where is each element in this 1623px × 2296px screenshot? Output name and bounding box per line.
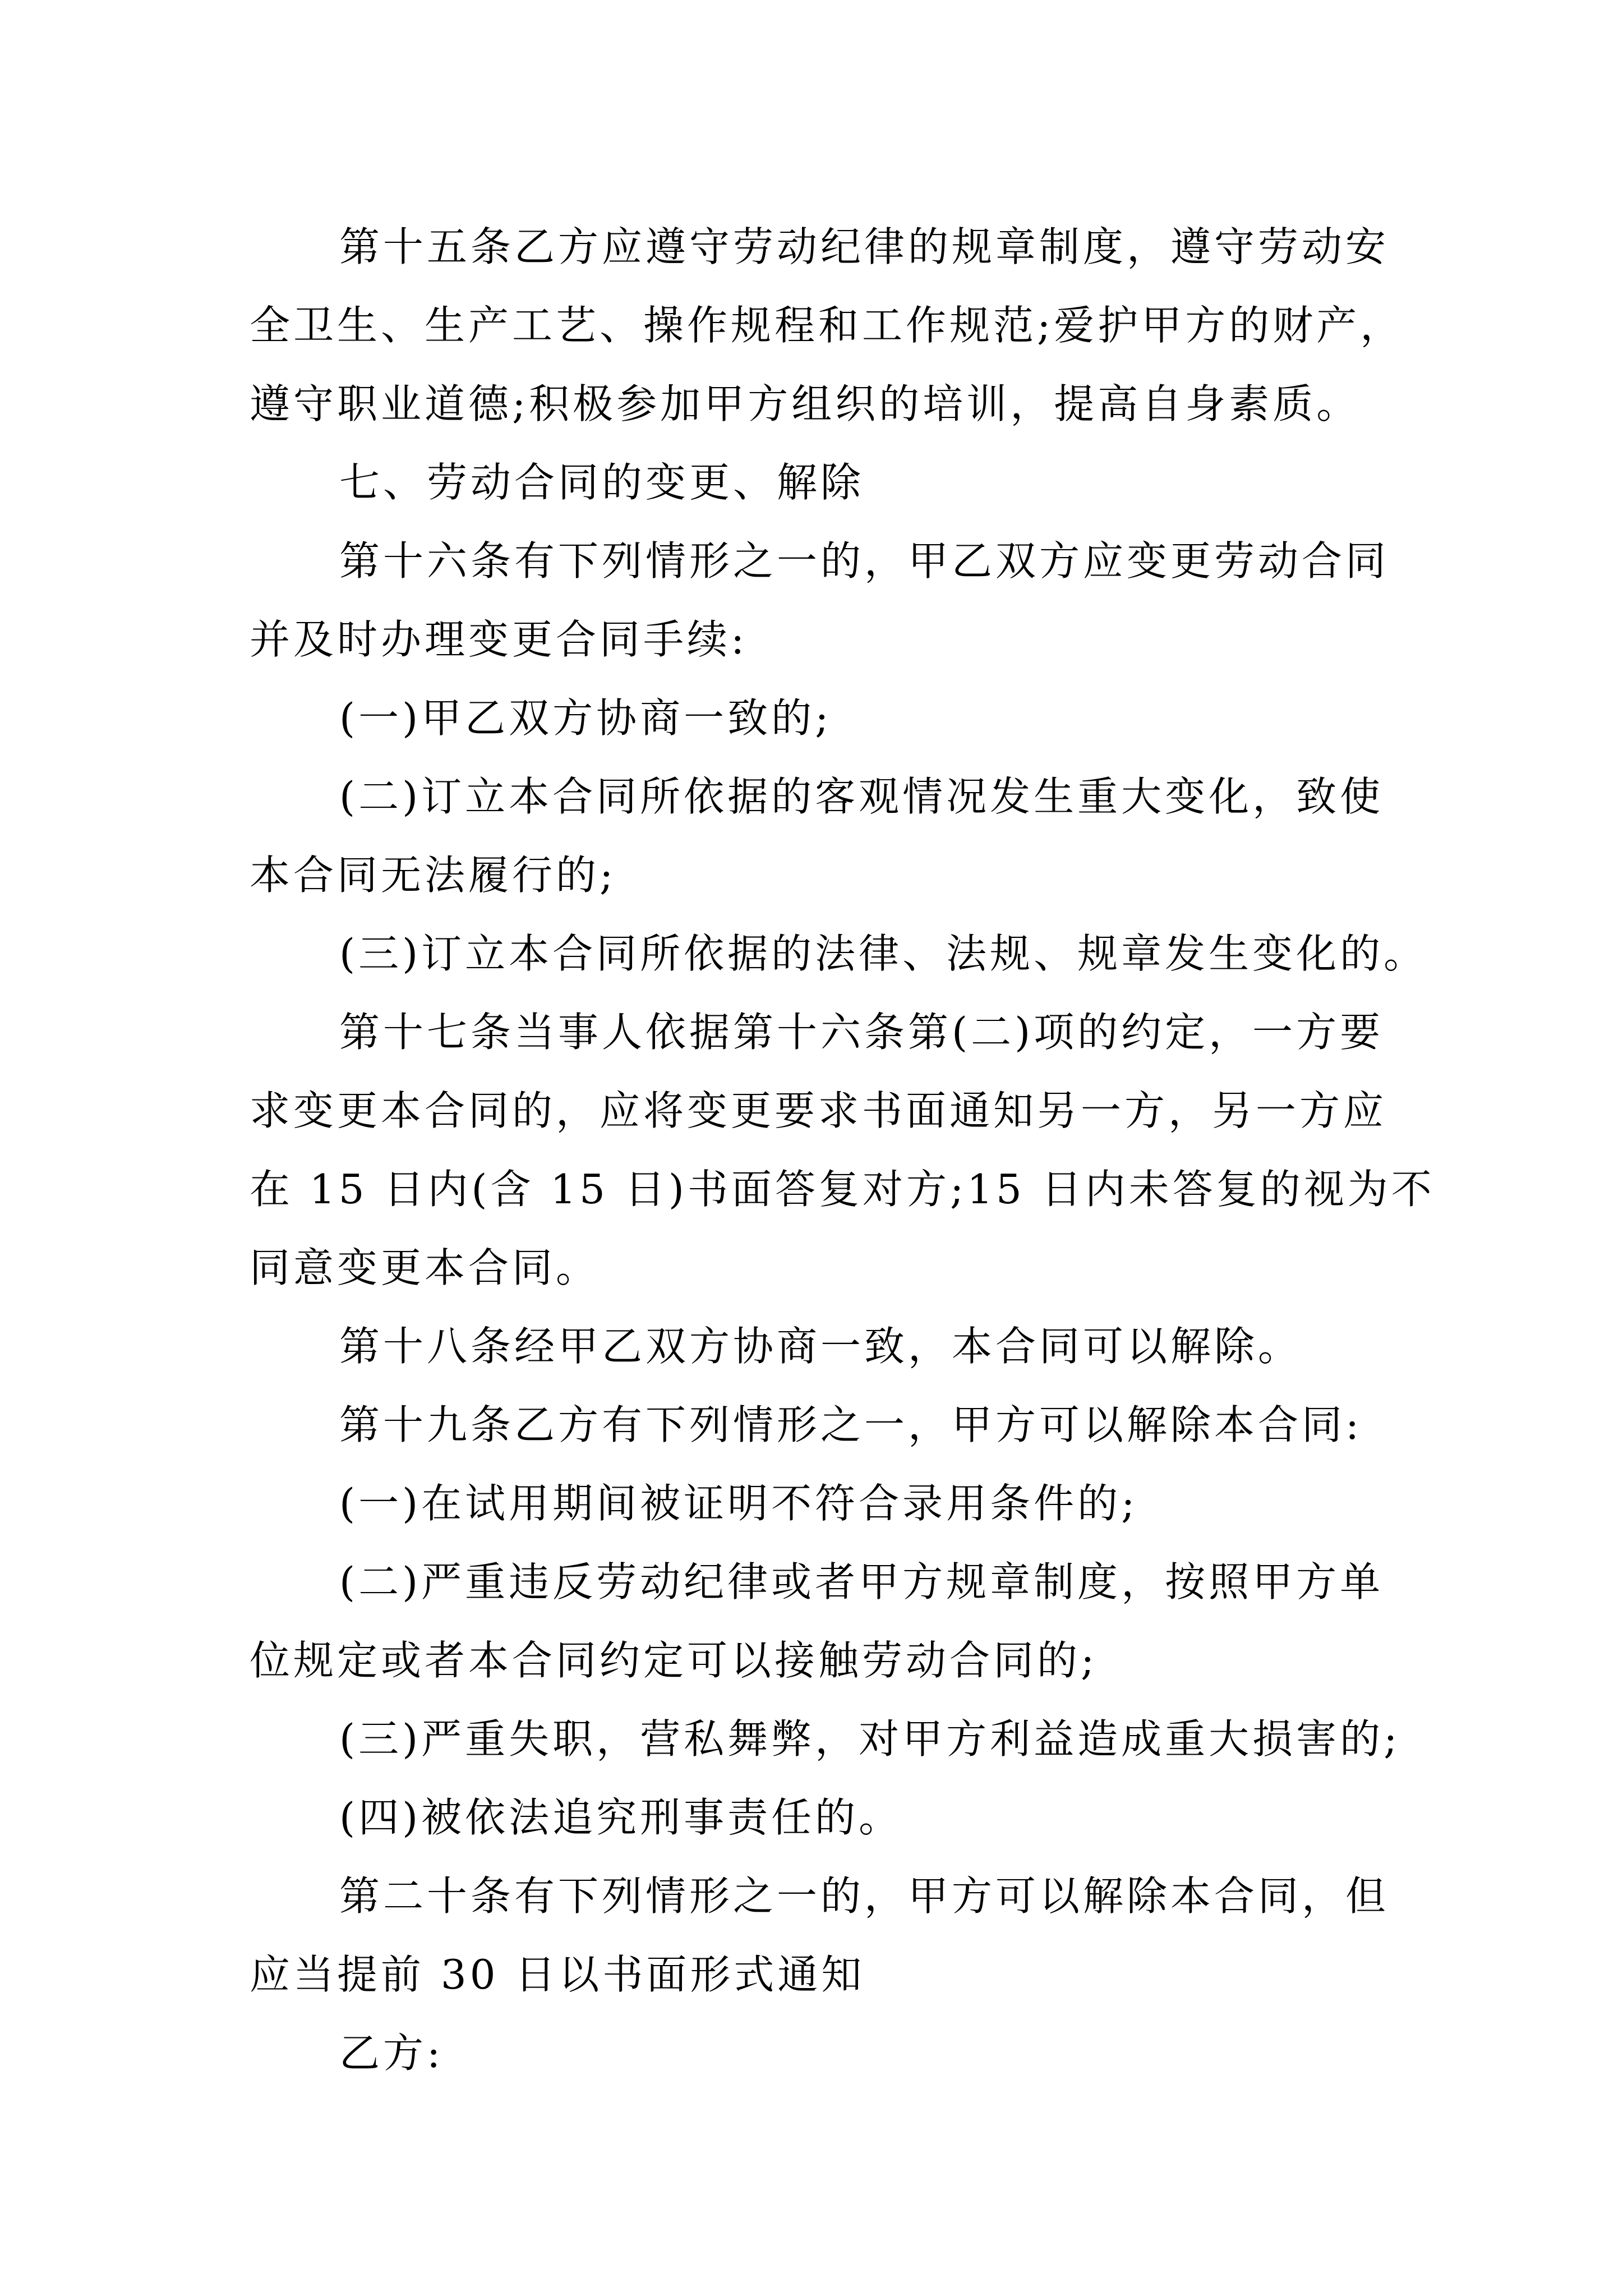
list-item: (一)甲乙双方协商一致的; — [339, 694, 832, 742]
document-body — [250, 208, 1435, 2092]
text-line: 第十七条当事人依据第十六条第(二)项的约定，一方要 — [339, 1009, 1384, 1056]
text-line: 同意变更本合同。 — [250, 1244, 600, 1291]
text-line: 在 15 日内(含 15 日)书面答复对方;15 日内未答复的视为不 — [250, 1166, 1435, 1213]
text-line: 第十五条乙方应遵守劳动纪律的规章制度，遵守劳动安 — [339, 223, 1390, 270]
text-line: 遵守职业道德;积极参加甲方组织的培训，提高自身素质。 — [250, 380, 1361, 427]
list-item: (三)订立本合同所依据的法律、法规、规章发生变化的。 — [339, 930, 1428, 977]
text-line: 乙方: — [339, 2030, 444, 2077]
text-line: 第十九条乙方有下列情形之一，甲方可以解除本合同: — [339, 1401, 1363, 1448]
text-line: 应当提前 30 日以书面形式通知 — [250, 1951, 865, 1998]
text-line: 并及时办理变更合同手续: — [250, 616, 748, 663]
list-item: (二)订立本合同所依据的客观情况发生重大变化，致使 — [339, 773, 1384, 820]
text-line: 求变更本合同的，应将变更要求书面通知另一方，另一方应 — [250, 1087, 1387, 1134]
text-line: 第二十条有下列情形之一的，甲方可以解除本合同，但 — [339, 1872, 1390, 1920]
section-heading: 七、劳动合同的变更、解除 — [339, 459, 865, 506]
text-line: 全卫生、生产工艺、操作规程和工作规范;爱护甲方的财产， — [250, 302, 1404, 349]
text-line: 本合同无法履行的; — [250, 852, 617, 899]
text-line: 第十八条经甲乙双方协商一致，本合同可以解除。 — [339, 1323, 1302, 1370]
list-item: (四)被依法追究刑事责任的。 — [339, 1794, 903, 1841]
text-line: 第十六条有下列情形之一的，甲乙双方应变更劳动合同 — [339, 537, 1390, 585]
list-item: (三)严重失职，营私舞弊，对甲方利益造成重大损害的; — [339, 1715, 1401, 1763]
list-item: (一)在试用期间被证明不符合录用条件的; — [339, 1480, 1138, 1527]
list-item: (二)严重违反劳动纪律或者甲方规章制度，按照甲方单 — [339, 1558, 1384, 1605]
text-line: 位规定或者本合同约定可以接触劳动合同的; — [250, 1637, 1098, 1684]
